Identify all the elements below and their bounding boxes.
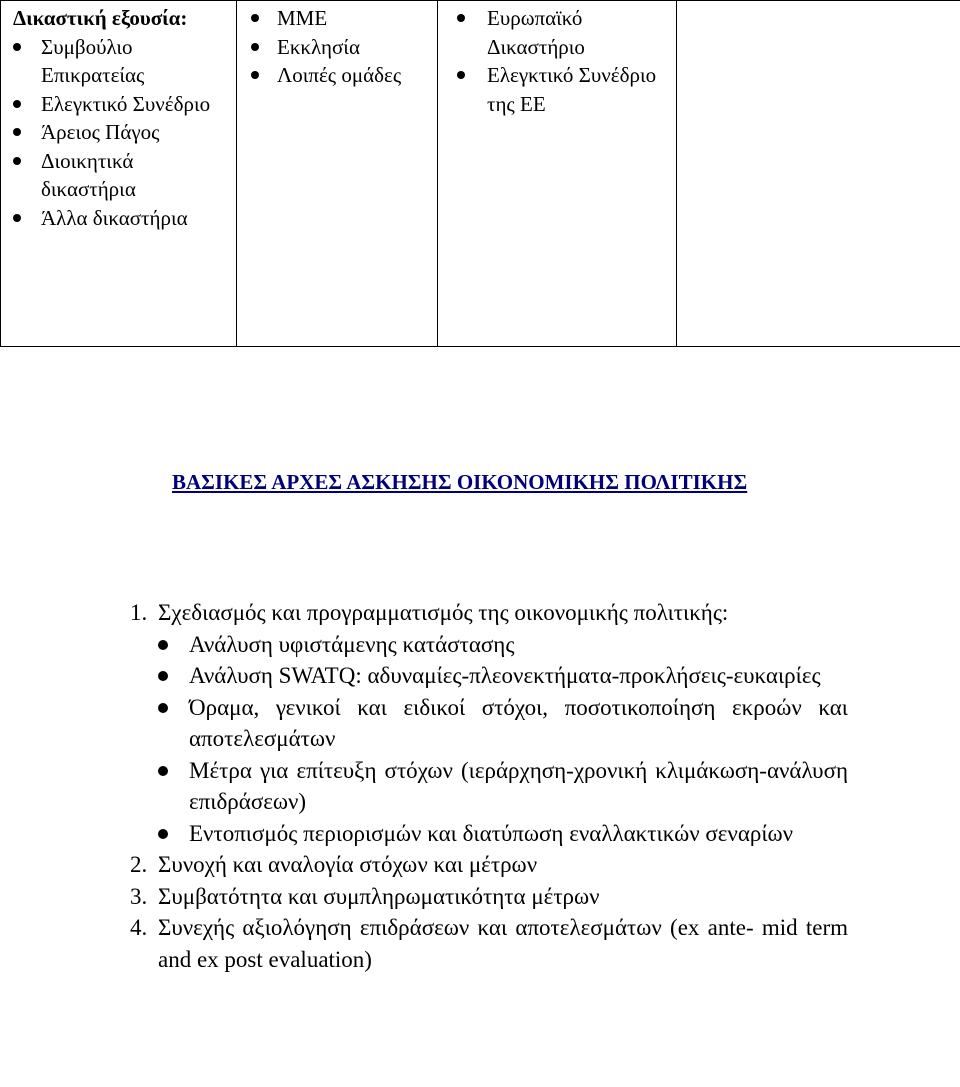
list-item: [189, 660, 848, 692]
list-item: [277, 4, 431, 33]
list-item-text: Εντοπισμός περιορισμών και διατύπωση εναλλακτικών σεναρίων: [189, 820, 794, 846]
list-item: [189, 692, 848, 755]
bullet-icon: [251, 14, 259, 22]
list-item-text: ΜΜΕ: [277, 6, 328, 30]
principles-list: [130, 597, 848, 975]
institutions-table: [0, 0, 960, 347]
bullet-icon: [13, 43, 21, 51]
bullet-icon: [13, 100, 21, 108]
list-item: [41, 147, 228, 204]
principle-text: Συνοχή και αναλογία στόχων και μέτρων: [158, 852, 538, 877]
list-item: [41, 90, 228, 119]
list-item-text: Εκκλησία: [277, 34, 360, 59]
list-item-text: Ευρωπαϊκό Δικαστήριο: [487, 6, 585, 59]
principle-text: Συμβατότητα και συμπληρωματικότητα μέτρων: [158, 883, 600, 909]
list-item-text: Διοικητικά δικαστήρια: [41, 148, 136, 201]
bullet-icon: [251, 71, 259, 79]
list-item-text: Ανάλυση υφιστάμενης κατάστασης: [189, 631, 515, 657]
bullet-icon: [457, 71, 465, 79]
bullet-icon: [158, 640, 168, 650]
list-item: [487, 4, 670, 61]
principle-number: 1.: [130, 600, 148, 625]
principle-number: 2.: [130, 852, 148, 877]
table-cell-empty: [677, 1, 960, 347]
list-item-text: Άρειος Πάγος: [41, 120, 160, 144]
table-cell-other-groups: [237, 1, 438, 347]
bullet-icon: [13, 157, 21, 165]
list-item-text: Λοιπές ομάδες: [277, 63, 402, 87]
principle-item: [130, 881, 848, 913]
judicial-heading: Δικαστική εξουσία:: [13, 6, 188, 30]
list-item-text: Ελεγκτικό Συνέδριο της ΕΕ: [487, 63, 657, 116]
bullet-icon: [457, 14, 465, 22]
list-item-text: Μέτρα για επίτευξη στόχων (ιεράρχηση-χρονική κλιμάκωση-ανάλυση επιδράσεων): [189, 757, 848, 814]
table-cell-eu-bodies: [438, 1, 677, 347]
list-item: [277, 61, 431, 90]
bullet-icon: [13, 128, 21, 136]
list-item: [41, 33, 228, 90]
list-item: [277, 33, 431, 62]
list-item: [189, 755, 848, 818]
list-item: [487, 61, 670, 118]
section-title: ΒΑΣΙΚΕΣ ΑΡΧΕΣ ΑΣΚΗΣΗΣ ΟΙΚΟΝΟΜΙΚΗΣ ΠΟΛΙΤΙΚΗΣ: [172, 470, 748, 494]
bullet-icon: [158, 703, 168, 713]
list-item: [41, 204, 228, 233]
table-row: [1, 1, 960, 347]
principle-number: 4.: [130, 915, 148, 940]
list-item-text: Ανάλυση SWATQ: αδυναμίες-πλεονεκτήματα-προκλήσεις-ευκαιρίες: [189, 663, 821, 688]
list-item-text: Ελεγκτικό Συνέδριο: [41, 91, 211, 116]
bullet-icon: [158, 766, 168, 776]
principle-text: Συνεχής αξιολόγηση επιδράσεων και αποτελεσμάτων (ex ante- mid term and ex post evaluation): [158, 915, 848, 972]
list-item-text: Όραμα, γενικοί και ειδικοί στόχοι, ποσοτικοποίηση εκροών και αποτελεσμάτων: [189, 694, 848, 751]
principle-text: Σχεδιασμός και προγραμματισμός της οικονομικής πολιτικής:: [158, 600, 729, 625]
list-item-text: Συμβούλιο Επικρατείας: [41, 34, 145, 87]
planning-steps-list: [158, 629, 848, 850]
table-cell-judicial: [1, 1, 237, 347]
eu-bodies-list: [438, 1, 676, 118]
principle-item: [130, 912, 848, 975]
list-item: [189, 629, 848, 661]
other-groups-list: [237, 1, 437, 90]
principle-item: [130, 849, 848, 881]
judicial-list: [1, 33, 236, 233]
bullet-icon: [251, 43, 259, 51]
bullet-icon: [13, 214, 21, 222]
list-item: [189, 818, 848, 850]
list-item: [41, 118, 228, 147]
bullet-icon: [158, 829, 168, 839]
bullet-icon: [158, 671, 168, 681]
principle-number: 3.: [130, 883, 148, 909]
list-item-text: Άλλα δικαστήρια: [41, 205, 188, 230]
principle-item: [130, 597, 848, 849]
